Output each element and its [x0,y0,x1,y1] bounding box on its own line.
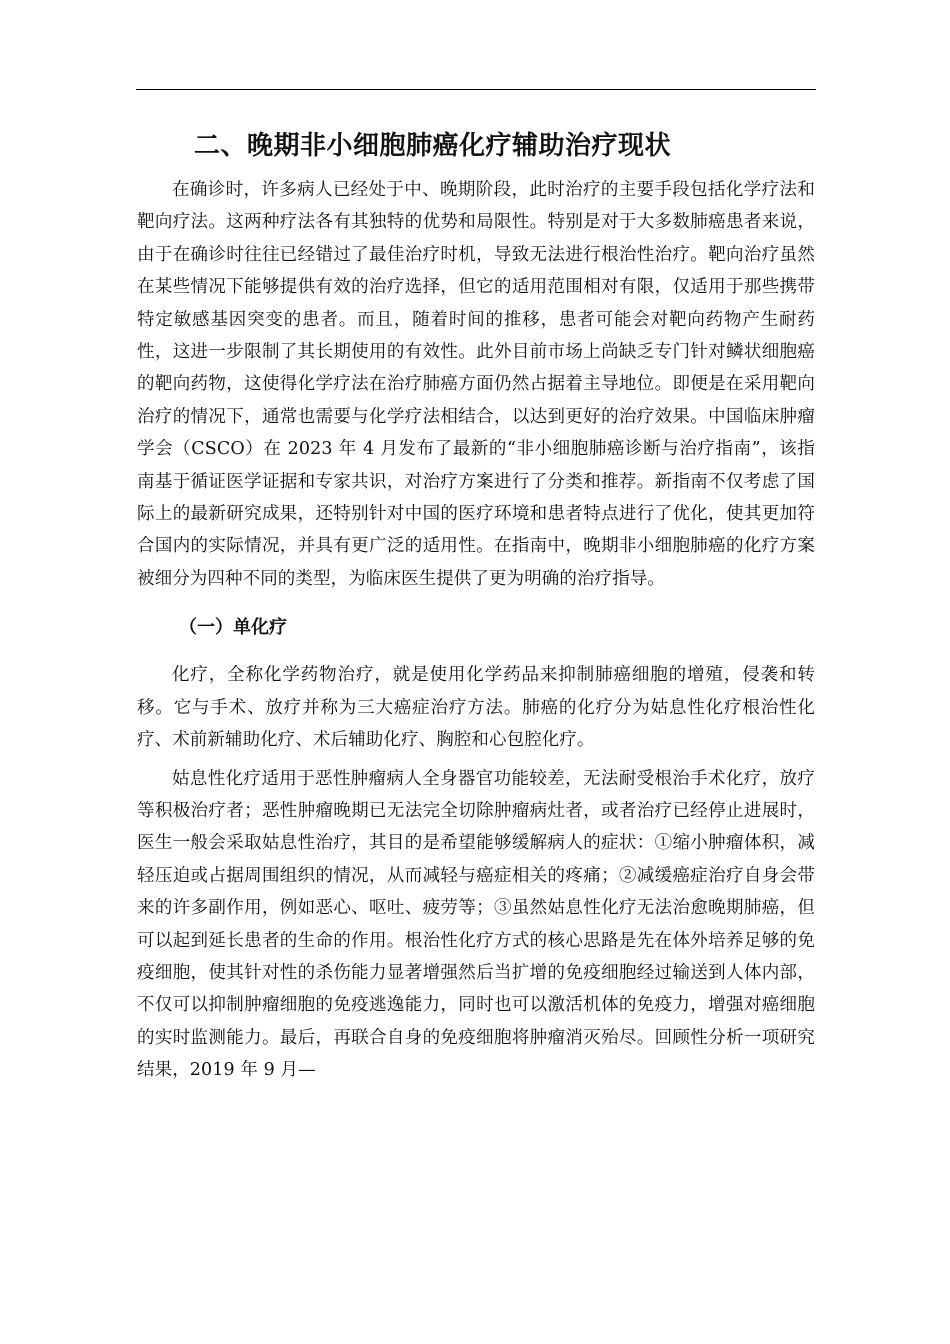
paragraph-palliative-chemo: 姑息性化疗适用于恶性肿瘤病人全身器官功能较差，无法耐受根治手术化疗，放疗等积极治疗者；恶性肿瘤晚期已无法完全切除肿瘤病灶者，或者治疗已经停止进展时，医生一般会采取姑息性治疗，其目的是希望能够缓解病人的症状：①缩小肿瘤体积，减轻压迫或占据周围组织的情况，从而减轻与癌症相关的疼痛；②减缓癌症治疗自身会带来的许多副作用，例如恶心、呕吐、疲劳等；③虽然姑息性化疗无法治愈晚期肺癌，但可以起到延长患者的生命的作用。根治性化疗方式的核心思路是先在体外培养足够的免疫细胞，使其针对性的杀伤能力显著增强然后当扩增的免疫细胞经过输送到人体内部，不仅可以抑制肿瘤细胞的免疫逃逸能力，同时也可以激活机体的免疫力，增强对癌细胞的实时监测能力。最后，再联合自身的免疫细胞将肿瘤消灭殆尽。回顾性分析一项研究结果，2019 年 9 月— [137,768,815,1081]
header-rule [136,89,816,90]
section-heading: 二、晚期非小细胞肺癌化疗辅助治疗现状 [194,131,672,161]
subsection-heading: （一）单化疗 [179,617,287,639]
page-body [137,118,815,1087]
paragraph-chemo-definition: 化疗，全称化学药物治疗，就是使用化学药品来抑制肺癌细胞的增殖，侵袭和转移。它与手术、放疗并称为三大癌症治疗方法。肺癌的化疗分为姑息性化疗根治性化疗、术前新辅助化疗、术后辅助化疗、胸腔和心包腔化疗。 [137,665,815,751]
paragraph-intro: 在确诊时，许多病人已经处于中、晚期阶段，此时治疗的主要手段包括化学疗法和靶向疗法。这两种疗法各有其独特的优势和局限性。特别是对于大多数肺癌患者来说，由于在确诊时往往已经错过了最佳治疗时机，导致无法进行根治性治疗。靶向治疗虽然在某些情况下能够提供有效的治疗选择，但它的适用范围相对有限，仅适用于那些携带特定敏感基因突变的患者。而且，随着时间的推移，患者可能会对靶向药物产生耐药性，这进一步限制了其长期使用的有效性。此外目前市场上尚缺乏专门针对鳞状细胞癌的靶向药物，这使得化学疗法在治疗肺癌方面仍然占据着主导地位。即便是在采用靶向治疗的情况下，通常也需要与化学疗法相结合，以达到更好的治疗效果。中国临床肿瘤学会（CSCO）在 2023 年 4 月发布了最新的“非小细胞肺癌诊断与治疗指南”，该指南基于循证医学证据和专家共识，对治疗方案进行了分类和推荐。新指南不仅考虑了国际上的最新研究成果，还特别针对中国的医疗环境和患者特点进行了优化，使其更加符合国内的实际情况，并具有更广泛的适用性。在指南中，晚期非小细胞肺癌的化疗方案被细分为四种不同的类型，为临床医生提供了更为明确的治疗指导。 [137,180,815,589]
